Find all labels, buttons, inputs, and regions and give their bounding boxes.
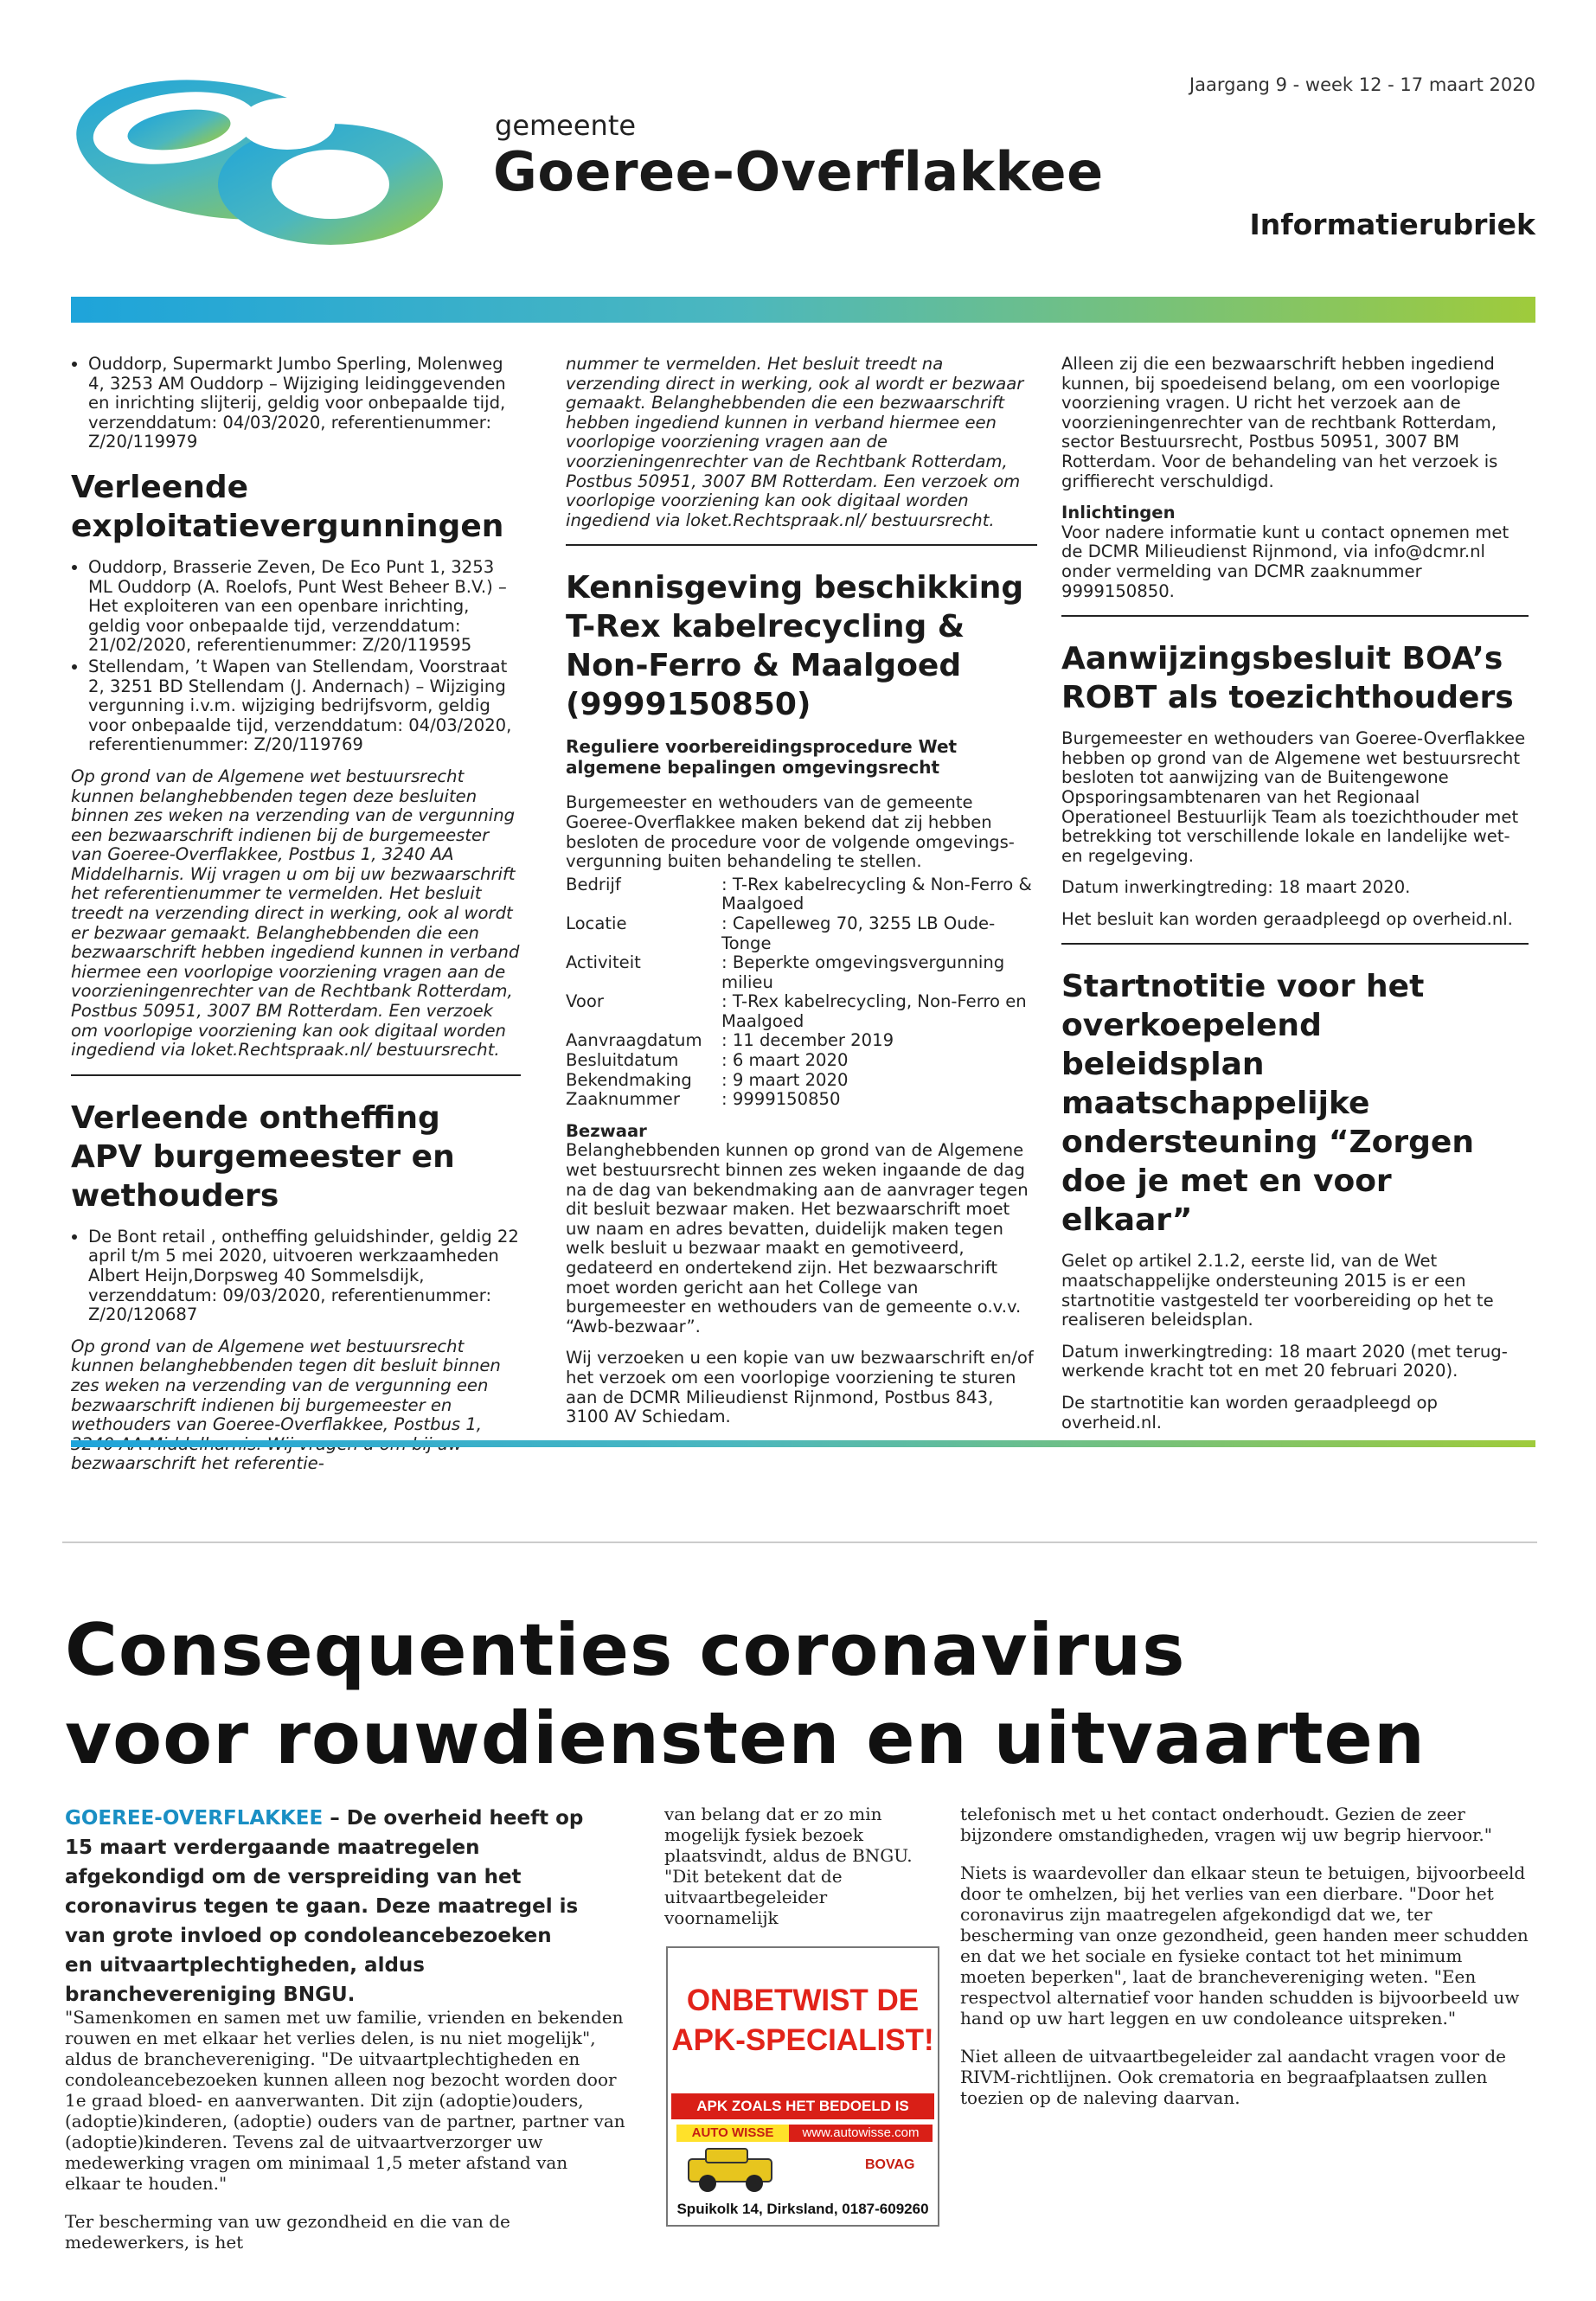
detail-value: : Capelleweg 70, 3255 LB Oude-Tonge bbox=[721, 913, 996, 953]
article-column-2 bbox=[664, 1804, 915, 1945]
notice-list bbox=[71, 558, 521, 755]
paragraph: van belang dat er zo min mogelijk fysiek bezoek plaatsvindt, aldus de BNGU. "Dit betekent dat de uitvaartbegeleider voornamelijk bbox=[664, 1804, 913, 1928]
logo-gemeente-label: gemeente bbox=[495, 109, 637, 142]
detail-key: Locatie bbox=[566, 913, 627, 933]
article-column-1 bbox=[65, 2007, 627, 2270]
dateline-place: GOEREE-OVERFLAKKEE bbox=[65, 1807, 324, 1830]
ad-slogan: APK ZOALS HET BEDOELD IS bbox=[671, 2093, 934, 2119]
page-separator bbox=[62, 1541, 1537, 1543]
detail-value: : T-Rex kabelrecycling & Non-Ferro & Maalgoed bbox=[721, 874, 1032, 914]
paragraph: Datum inwerkingtreding: 18 maart 2020 (met terug-werkende kracht tot en met 20 februari 2020). bbox=[1061, 1341, 1508, 1381]
list-item: • De Bont retail , ontheffing geluidshinder, geldig 22 april t/m 5 mei 2020, uitvoeren werkzaamheden Albert Heijn,Dorpsweg 40 Sommelsdijk, verzenddatum: 09/03/2020, referentienummer: Z/20/120687 bbox=[88, 1227, 521, 1325]
legal-notice-continued: nummer te vermelden. Het besluit treedt na verzending direct in werking, ook al wordt er bezwaar gemaakt. Belanghebbenden die een bezwaarschrift hebben ingediend kunnen in verband hiermee een voorlopige voorziening vragen aan de voorzieningenrechter van de Rechtbank Rotterdam, Postbus 50951, 3007 BM Rotterdam. Een verzoek om voorlopige voorziening kan ook digitaal worden ingediend via loket.Rechtspraak.nl/ bestuursrecht. bbox=[566, 354, 1024, 530]
paragraph: "Samenkomen en samen met uw familie, vrienden en bekenden rouwen en met elkaar het verlies delen, is nu niet mogelijk", aldus de branchevereniging. "De uitvaartplechtigheden en condoleancebezoeken kunnen alleen nog bezocht worden door 1e graad bloed- en aanverwanten. Dit zijn (adoptie)ouders, (adoptie)kinderen, (adoptie) ouders van de partner, partner van (adoptie)kinderen. Tevens zal de uitvaartverzorger uw medewerking vragen om minimaal 1,5 meter afstand van elkaar te houden." bbox=[65, 2007, 625, 2194]
detail-value: : 6 maart 2020 bbox=[721, 1050, 849, 1071]
permit-details bbox=[566, 875, 1037, 1110]
paragraph: Niets is waardevoller dan elkaar steun te betuigen, bijvoorbeeld door te omhelzen, bij het verlies van een dierbare. "Door het coronavirus zijn maatregelen afgekondigd dat we, ter bescherming van onze gezondheid, geen handen meer schudden en dat we het sociale en fysieke contact tot het minimum moeten beperken", laat de branchevereniging weten. "Een respectvol alternatief voor handen schudden is bijvoorbeeld uw hand op uw hart leggen en uw condoleance uitspreken." bbox=[960, 1862, 1529, 2029]
paragraph: Gelet op artikel 2.1.2, eerste lid, van de Wet maatschappelijke ondersteuning 2015 is er een startnotitie vastgesteld ter voorbereiding op het te realiseren beleidsplan. bbox=[1061, 1251, 1494, 1330]
column-3 bbox=[1061, 355, 1529, 1445]
paragraph: Ter bescherming van uw gezondheid en die van de medewerkers, is het bbox=[65, 2211, 510, 2253]
legal-notice: Op grond van de Algemene wet bestuursrecht kunnen belanghebbenden tegen deze besluiten binnen zes weken na verzending van de vergunning een bezwaarschrift indienen bij de burgemeester van Goeree-Overflakkee, Postbus 1, 3240 AA Middelharnis. Wij vragen u om bij uw bezwaarschrift het referentienummer te vermelden. Het besluit treedt na verzending direct in werking, ook al wordt er bezwaar gemaakt. Belanghebbenden die een bezwaarschrift hebben ingediend kunnen in verband hiermee een voorlopige voorziening vragen aan de voorzieningenrechter van de Rechtbank Rotterdam, Postbus 50951, 3007 BM Rotterdam. Een verzoek om voorlopige voorziening kan ook digitaal worden ingediend via loket.Rechtspraak.nl/ bestuursrecht. bbox=[71, 766, 520, 1061]
headline-line: Consequenties coronavirus bbox=[65, 1608, 1186, 1692]
divider bbox=[1061, 943, 1529, 945]
list-item: • Ouddorp, Supermarkt Jumbo Sperling, Molenweg 4, 3253 AM Ouddorp – Wijziging leidinggevenden en inrichting slijterij, geldig voor onbepaalde tijd, verzenddatum: 04/03/2020, referentienummer: Z/20/119979 bbox=[88, 355, 521, 452]
municipality-logo bbox=[71, 76, 452, 249]
headline-line: voor rouwdiensten en uitvaarten bbox=[65, 1696, 1426, 1780]
paragraph: Burgemeester en wethouders van de gemeente Goeree-Overflakkee maken bekend dat zij hebben besloten de procedure voor de volgende omgevings-vergunning buiten behandeling te stellen. bbox=[566, 792, 1015, 872]
lead-text: – De overheid heeft op 15 maart verdergaande maatregelen afgekondigd om de verspreiding van het coronavirus tegen te gaan. Deze maatregel is van grote invloed op condoleancebezoeken en uitvaartplechtigheden, aldus branchevereniging BNGU. bbox=[65, 1807, 584, 2006]
bovag-logo: BOVAG bbox=[865, 2157, 915, 2172]
legal-notice: Op grond van de Algemene wet bestuursrecht kunnen belanghebbenden tegen dit besluit binnen zes weken na verzending van de vergunning een bezwaarschrift indienen bij burgemeester en wethouders van Goeree-Overflakkee, Postbus 1, bezwaarschrift het referentie- bbox=[71, 1336, 501, 1474]
advertisement[interactable] bbox=[666, 1946, 939, 2227]
paragraph: Het besluit kan worden geraadpleegd op overheid.nl. bbox=[1061, 908, 1513, 929]
edition-info: Jaargang 9 - week 12 - 17 maart 2020 bbox=[1189, 74, 1535, 95]
paragraph: telefonisch met u het contact onderhoudt. Gezien de zeer bijzondere omstandigheden, vragen wij uw begrip hiervoor." bbox=[960, 1804, 1492, 1845]
detail-value: : T-Rex kabelrecycling, Non-Ferro en Maalgoed bbox=[721, 991, 1027, 1031]
detail-key: Bekendmaking bbox=[566, 1069, 692, 1090]
article-column-3 bbox=[960, 1804, 1531, 2125]
detail-value: : 9999150850 bbox=[721, 1089, 841, 1110]
paragraph: Voor nadere informatie kunt u contact opnemen met de DCMR Milieudienst Rijnmond, via info@dcmr.nl onder vermelding van DCMR zaaknummer 9999150850. bbox=[1061, 522, 1509, 601]
detail-key: Aanvraagdatum bbox=[566, 1030, 702, 1051]
section-title: Informatierubriek bbox=[1249, 208, 1535, 241]
subheading: Reguliere voorbereidingsprocedure Wet algemene bepalingen omgevingsrecht bbox=[566, 736, 958, 779]
column-1 bbox=[71, 355, 521, 1486]
section-heading: Verleende exploitatievergunningen bbox=[71, 469, 504, 544]
paragraph: Datum inwerkingtreding: 18 maart 2020. bbox=[1061, 877, 1411, 898]
paragraph: Niet alleen de uitvaartbegeleider zal aandacht vragen voor de RIVM-richtlijnen. Ook crematoria en begraafplaatsen zullen toezien op de naleving daarvan. bbox=[960, 2046, 1507, 2108]
article-lead bbox=[65, 1804, 584, 2009]
detail-value: : Beperkte omgevingsvergunning milieu bbox=[721, 952, 1005, 992]
paragraph: Alleen zij die een bezwaarschrift hebben ingediend kunnen, bij spoedeisend belang, om een voorlopige voorziening vragen. U richt het verzoek aan de voorzieningenrechter van de rechtbank Rotterdam, sector Bestuursrecht, Postbus 50951, 3007 BM Rotterdam. Voor de behandeling van het verzoek is griffierecht verschuldigd. bbox=[1061, 354, 1501, 491]
footer-gradient-bar bbox=[71, 1440, 1535, 1447]
bezwaar-label: Bezwaar bbox=[566, 1120, 647, 1141]
detail-value: : 11 december 2019 bbox=[721, 1030, 894, 1051]
logo-municipality-name: Goeree-Overflakkee bbox=[493, 140, 1104, 203]
car-icon bbox=[680, 2144, 784, 2195]
detail-key: Voor bbox=[566, 991, 604, 1012]
ad-brand: AUTO WISSE bbox=[676, 2125, 789, 2142]
section-heading: Startnotitie voor het overkoepelend beleidsplan maatschappelijke ondersteuning “Zorgen doe je met en voor elkaar” bbox=[1061, 969, 1474, 1239]
detail-key: Zaaknummer bbox=[566, 1089, 680, 1110]
divider bbox=[71, 1074, 521, 1076]
divider bbox=[1061, 615, 1529, 617]
list-item: • Stellendam, ’t Wapen van Stellendam, Voorstraat 2, 3251 BD Stellendam (J. Andernach) – Wijziging vergunning i.v.m. wijziging bedrijfsvorm, geldig voor onbepaalde tijd, verzenddatum: 04/03/2020, referentienummer: Z/20/119769 bbox=[88, 657, 521, 755]
notice-list bbox=[71, 1227, 521, 1325]
section-heading: Kennisgeving beschikking T-Rex kabelrecycling & Non-Ferro & Maalgoed (9999150850) bbox=[566, 570, 1024, 723]
notice-list bbox=[71, 355, 521, 452]
article-headline bbox=[65, 1606, 1426, 1783]
detail-key: Besluitdatum bbox=[566, 1050, 679, 1071]
ad-address: Spuikolk 14, Dirksland, 0187-609260 bbox=[676, 2201, 929, 2217]
divider bbox=[566, 544, 1037, 546]
paragraph: Wij verzoeken u een kopie van uw bezwaarschrift en/of het verzoek om een voorlopige voorziening te sturen aan de DCMR Milieudienst Rijnmond, Postbus 843, 3100 AV Schiedam. bbox=[566, 1348, 1034, 1427]
paragraph: Belanghebbenden kunnen op grond van de Algemene wet bestuursrecht binnen zes weken ingaande de dag na de dag van bekendmaking aan de aanvrager tegen dit besluit bezwaar maken. Het bezwaarschrift moet uw naam en adres bevatten, duidelijk maken tegen welk besluit u bezwaar maakt en gemotiveerd, gedateerd en ondertekend zijn. Het bezwaarschrift moet worden gericht aan het College van burgemeester en wethouders van de gemeente o.v.v. “Awb-bezwaar”. bbox=[566, 1140, 1029, 1336]
detail-value: : 9 maart 2020 bbox=[721, 1069, 849, 1090]
list-item: • Ouddorp, Brasserie Zeven, De Eco Punt 1, 3253 ML Ouddorp (A. Roelofs, Punt West Beheer B.V.) – Het exploiteren van een openbare inrichting, geldig voor onbepaalde tijd, verzenddatum: 21/02/2020, referentienummer: Z/20/119595 bbox=[88, 558, 521, 656]
paragraph: De startnotitie kan worden geraadpleegd op overheid.nl. bbox=[1061, 1393, 1438, 1433]
section-heading: Verleende ontheffing APV burgemeester en wethouders bbox=[71, 1099, 455, 1214]
ad-title: ONBETWIST DE APK-SPECIALIST! bbox=[671, 1984, 934, 2057]
detail-key: Activiteit bbox=[566, 952, 641, 973]
ad-url: www.autowisse.com bbox=[789, 2125, 933, 2142]
paragraph: Burgemeester en wethouders van Goeree-Overflakkee hebben op grond van de Algemene wet bestuursrecht besloten tot aanwijzing van de Buitengewone Opsporingsambtenaren van het Regionaal Operationeel Bestuurlijk Team als toezichthouder met betrekking tot verschillende lokale en landelijke wet- en regelgeving. bbox=[1061, 728, 1526, 866]
column-2 bbox=[566, 355, 1037, 1439]
detail-key: Bedrijf bbox=[566, 874, 621, 894]
section-heading: Aanwijzingsbesluit BOA’s ROBT als toezichthouders bbox=[1061, 641, 1514, 716]
inlichtingen-label: Inlichtingen bbox=[1061, 503, 1176, 523]
header-gradient-bar bbox=[71, 297, 1535, 323]
